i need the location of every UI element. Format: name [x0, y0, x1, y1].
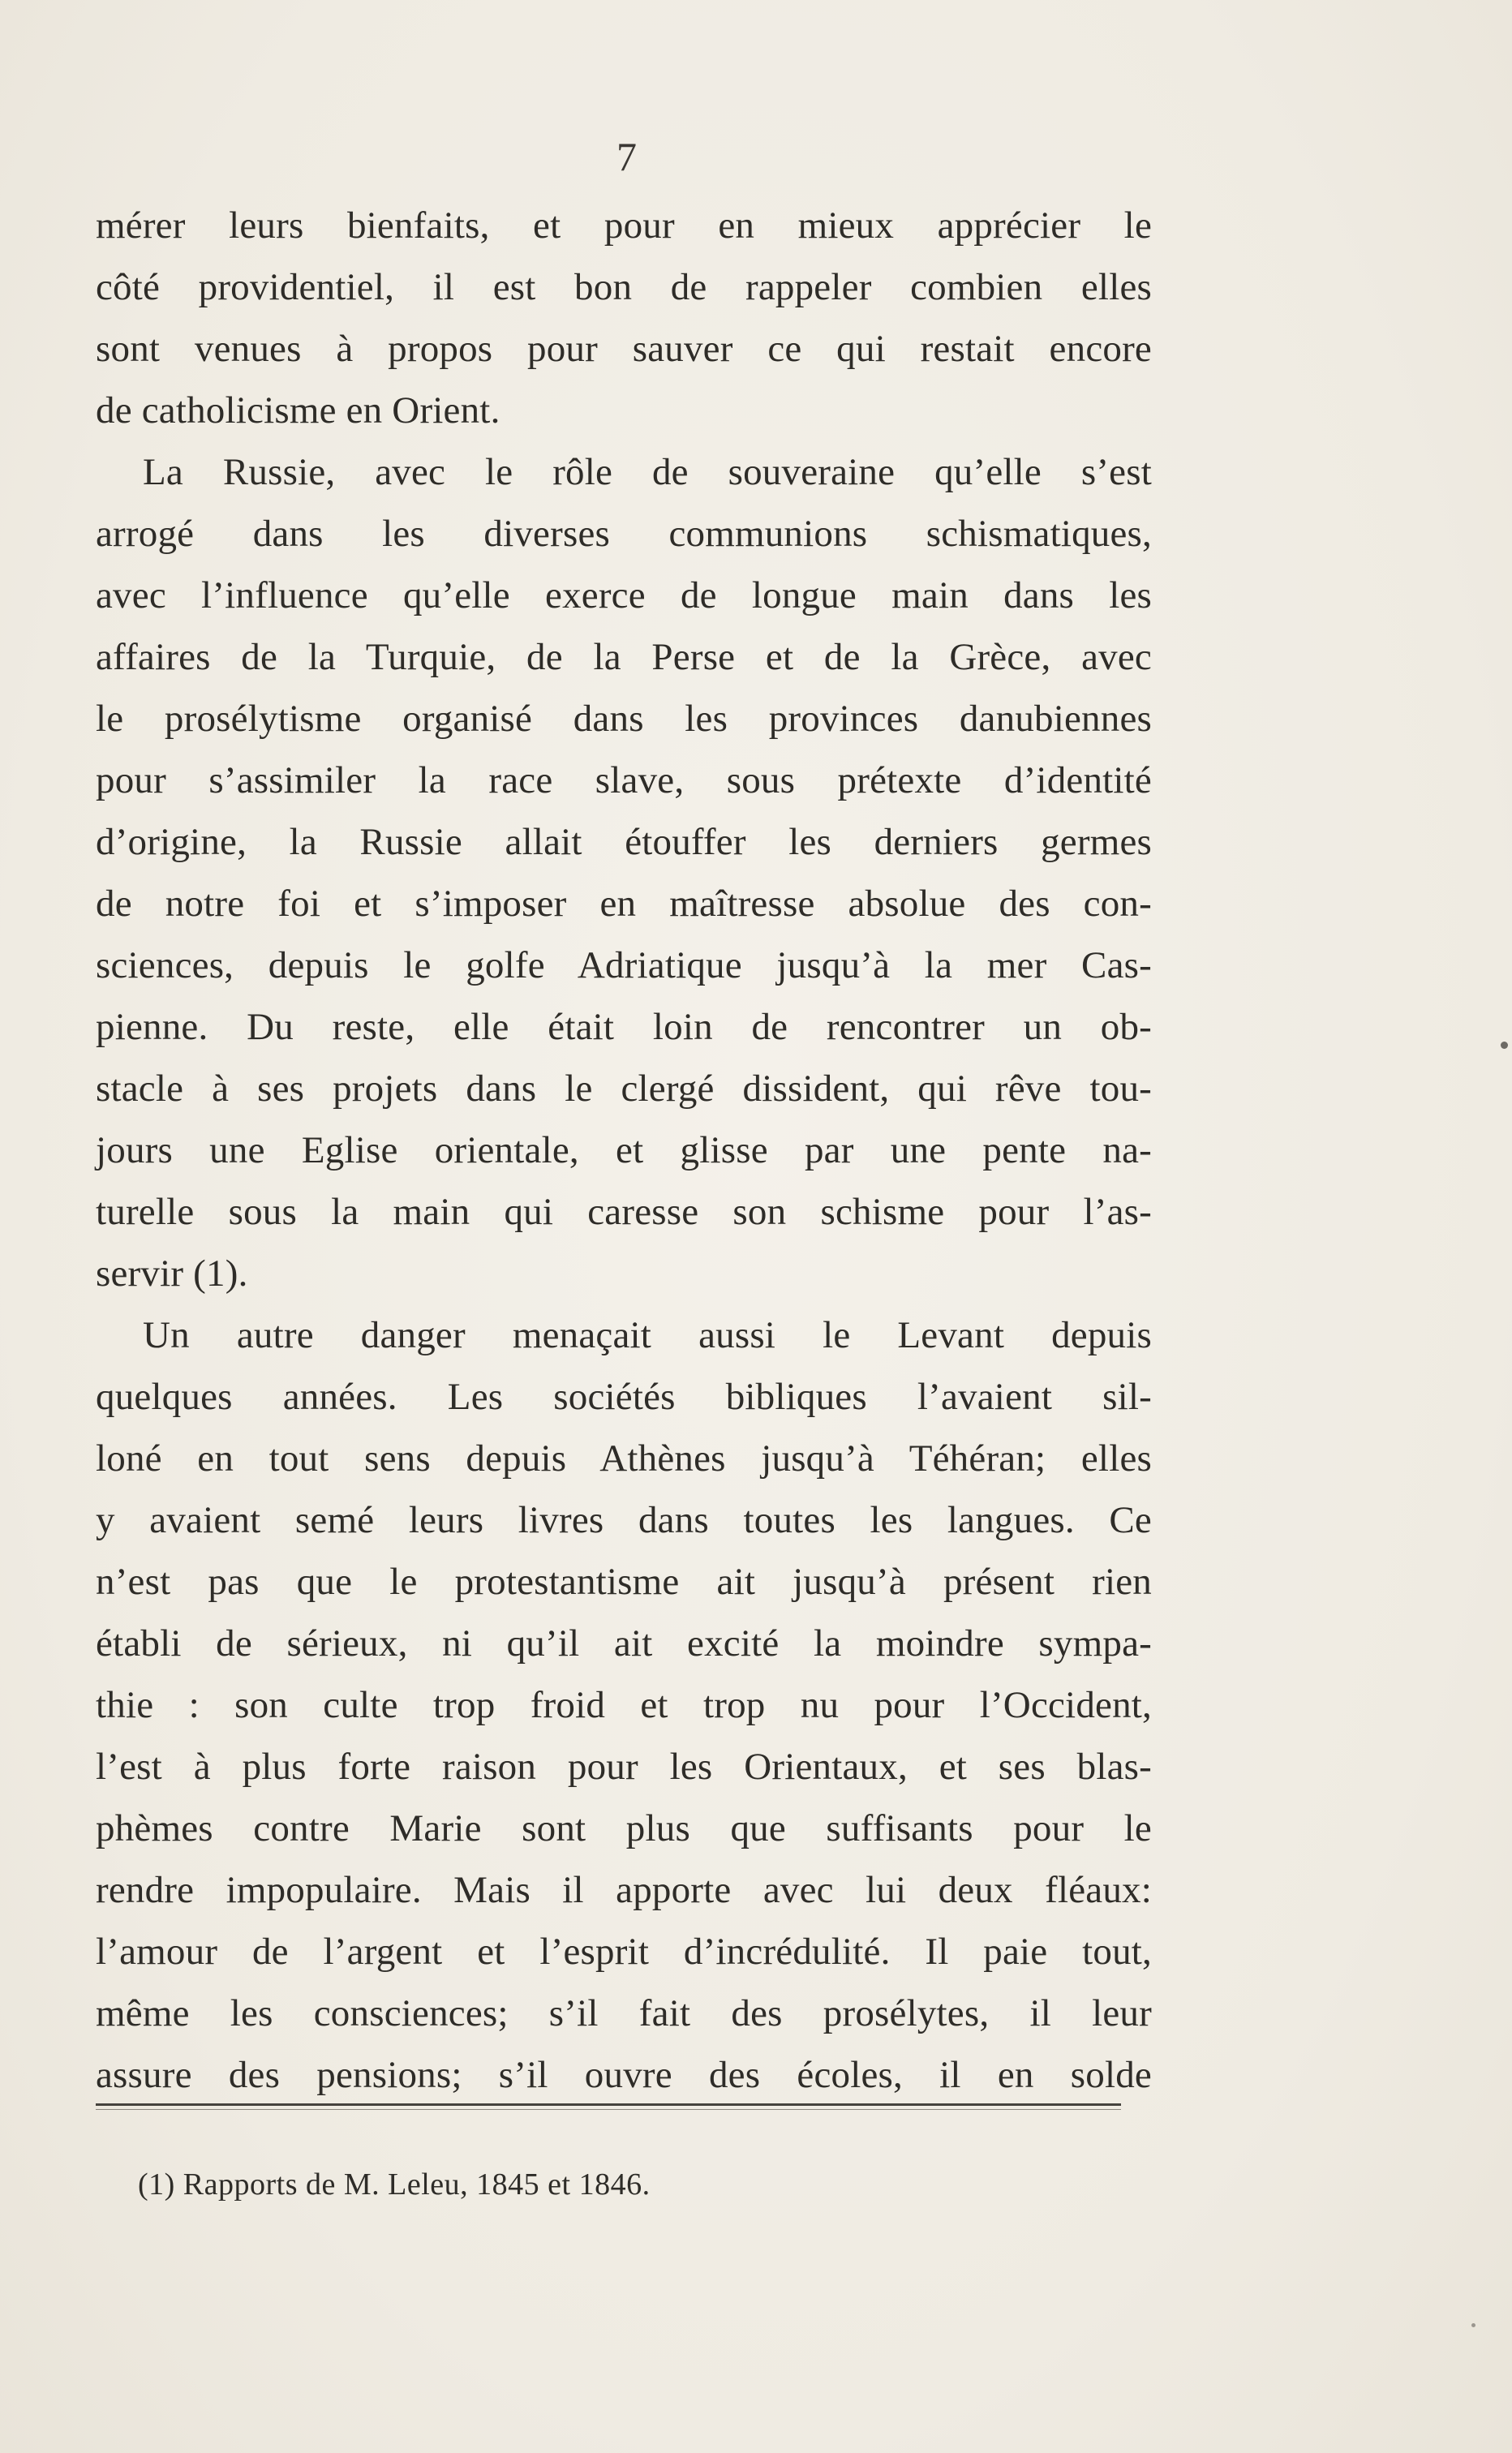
page-number: 7 [616, 134, 637, 179]
text-line: établi de sérieux, ni qu’il ait excité la moindre sympa- [96, 1622, 1152, 1665]
text-line: turelle sous la main qui caresse son schisme pour l’as- [96, 1191, 1152, 1233]
text-line: n’est pas que le protestantisme ait jusqu’à présent rien [96, 1561, 1152, 1603]
footnote-separator-thin [96, 2109, 1121, 2110]
text-line: mérer leurs bienfaits, et pour en mieux apprécier le [96, 204, 1152, 247]
text-line: même les consciences; s’il fait des prosélytes, il leur [96, 1992, 1152, 2034]
text-line: quelques années. Les sociétés bibliques l’avaient sil- [96, 1376, 1152, 1418]
text-line: affaires de la Turquie, de la Perse et de la Grèce, avec [96, 636, 1152, 678]
text-line: d’origine, la Russie allait étouffer les derniers germes [96, 821, 1152, 863]
text-line: loné en tout sens depuis Athènes jusqu’à Téhéran; elles [96, 1437, 1152, 1480]
paper-speck [1471, 2323, 1475, 2327]
paper-speck [1501, 1042, 1508, 1049]
text-line: pour s’assimiler la race slave, sous prétexte d’identité [96, 759, 1152, 801]
text-line: pienne. Du reste, elle était loin de rencontrer un ob- [96, 1006, 1152, 1048]
text-line: phèmes contre Marie sont plus que suffisants pour le [96, 1807, 1152, 1849]
text-line: stacle à ses projets dans le clergé dissident, qui rêve tou- [96, 1068, 1152, 1110]
text-line: côté providentiel, il est bon de rappeler combien elles [96, 266, 1152, 308]
text-line: rendre impopulaire. Mais il apporte avec lui deux fléaux: [96, 1869, 1152, 1911]
text-line: y avaient semé leurs livres dans toutes les langues. Ce [96, 1499, 1152, 1541]
footnote: (1) Rapports de M. Leleu, 1845 et 1846. [138, 2167, 651, 2202]
text-line: Un autre danger menaçait aussi le Levant depuis [143, 1314, 1152, 1356]
text-line: La Russie, avec le rôle de souveraine qu’elle s’est [143, 451, 1152, 493]
text-line: jours une Eglise orientale, et glisse par une pente na- [96, 1129, 1152, 1171]
text-line: l’amour de l’argent et l’esprit d’incrédulité. Il paie tout, [96, 1931, 1152, 1973]
text-line: l’est à plus forte raison pour les Orientaux, et ses blas- [96, 1746, 1152, 1788]
text-line: avec l’influence qu’elle exerce de longue main dans les [96, 574, 1152, 616]
text-line: de catholicisme en Orient. [96, 389, 500, 432]
text-line: assure des pensions; s’il ouvre des écoles, il en solde [96, 2054, 1152, 2096]
text-line: le prosélytisme organisé dans les provinces danubiennes [96, 698, 1152, 740]
text-line: servir (1). [96, 1252, 248, 1295]
body-text [96, 195, 1152, 2106]
text-line: de notre foi et s’imposer en maîtresse absolue des con- [96, 883, 1152, 925]
text-line: arrogé dans les diverses communions schismatiques, [96, 513, 1152, 555]
text-line: thie : son culte trop froid et trop nu pour l’Occident, [96, 1684, 1152, 1726]
text-line: sont venues à propos pour sauver ce qui restait encore [96, 328, 1152, 370]
footnote-separator [96, 2103, 1121, 2106]
text-line: sciences, depuis le golfe Adriatique jusqu’à la mer Cas- [96, 944, 1152, 986]
